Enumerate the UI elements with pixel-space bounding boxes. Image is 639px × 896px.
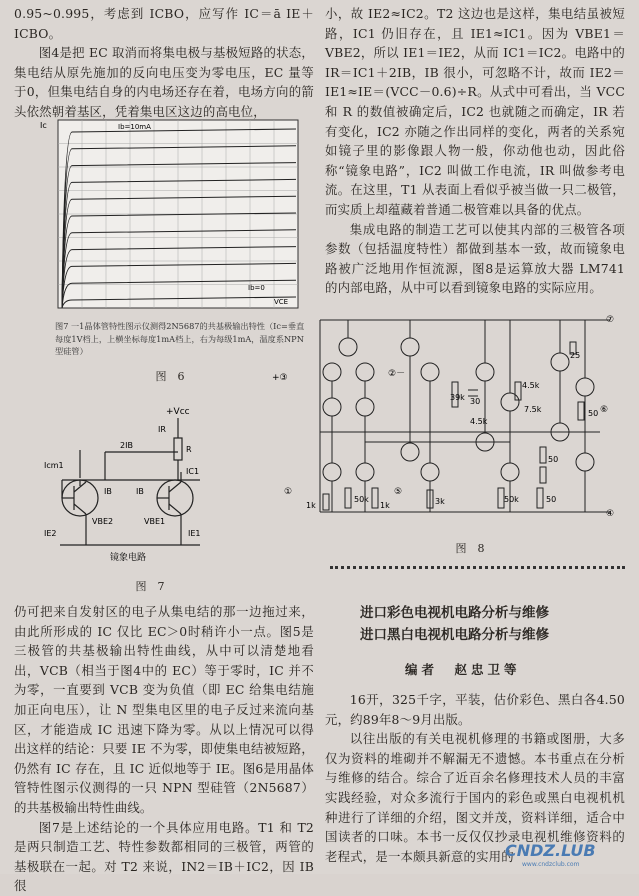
pin6-label: ⑥ — [600, 405, 609, 415]
watermark-url: www.cndzclub.com — [522, 861, 580, 868]
ir-label: IR — [158, 425, 166, 434]
r50k-a-label: 50k — [354, 495, 369, 504]
minus-input-label: ②－ — [388, 369, 406, 379]
figure-6-plot — [38, 110, 310, 316]
pin1-label: ① — [284, 487, 293, 497]
vcc-label: +Vcc — [166, 407, 190, 417]
r50b-label: 50 — [546, 495, 557, 504]
book-info: 16开，325千字，平装，估价彩色、黑白各4.50元，约89年8～9月出版。 — [325, 692, 625, 727]
left-bottom-text — [14, 602, 314, 896]
book-editor: 编者 赵忠卫等 — [405, 662, 521, 677]
ib-left-label: IB — [104, 487, 112, 496]
top-curve-label: Ib=10mA — [118, 123, 151, 131]
vbe1-label: VBE1 — [144, 517, 166, 526]
r25-label: 25 — [570, 351, 581, 360]
book-desc: 以往出版的有关电视机修理的书籍或图册，大多仅为资料的堆砌并不解漏无不遗憾。本书重点在分析与维修的结合。综合了近百余名修理技术人员的丰富实践经验，对众多流行于国内的彩色或黑白电视机机种进行了详细的介绍，图文并茂，资料详细，适合中国读者的口味。本书一反仅仅抄录电视机维修资料的老程式，是一本颇具新意的实用的 — [325, 731, 625, 864]
r4-5k-label: 4.5k — [470, 417, 488, 426]
ic1-label: IC1 — [186, 467, 200, 476]
two-ib-label: 2IB — [120, 441, 133, 450]
r39k-label: 39k — [450, 393, 465, 402]
pin4-label: ④ — [606, 509, 615, 519]
y-axis-label: Ic — [40, 121, 47, 130]
r3k-label: 3k — [435, 497, 445, 506]
r-label: R — [186, 445, 192, 454]
ib-right-label: IB — [136, 487, 144, 496]
figure-7-caption: 图 7 — [135, 580, 165, 593]
ie2-label: IE2 — [44, 529, 57, 538]
watermark-logo: CNDZ.LUB — [505, 841, 596, 860]
bottom-curve-label: Ib=0 — [248, 284, 265, 292]
icm1-label: Icm1 — [44, 461, 64, 470]
x-axis-label: VCE — [274, 298, 289, 306]
figure-7-circuit — [40, 400, 280, 570]
paragraph: 图7是上述结论的一个具体应用电路。T1 和 T2 是两只制造工艺、特性参数都相同的三极管，两管的基极联在一起。对 T2 来说，IN2＝IB＋IC2，因 IB 很 — [14, 819, 314, 894]
figure-7-svg — [40, 400, 280, 570]
figure-6-note: 图7 一1晶体管特性图示仪测得2N5687的共基极输出特性（Ic=垂直每度1V档上，上横坐标每度1mA档上，右为每级1mA，温度系NPN型硅管） — [55, 321, 305, 356]
figure-6-caption: 图 6 — [155, 370, 185, 383]
r45k-label: 4.5k — [522, 381, 540, 390]
r50c-label: 50 — [548, 455, 559, 464]
pin5-label: ⑤ — [394, 487, 403, 497]
pin7-label: ⑦ — [606, 315, 615, 325]
plus-input-label: +③ — [272, 373, 288, 383]
figure-6-svg — [38, 110, 310, 316]
vbe2-label: VBE2 — [92, 517, 114, 526]
r1k-a-label: 1k — [306, 501, 316, 510]
right-top-text — [325, 4, 625, 298]
r75k-label: 7.5k — [524, 405, 542, 414]
figure-8-caption: 图 8 — [455, 542, 485, 555]
paragraph: 集成电路的制造工艺可以使其内部的三极管各项参数（包括温度特性）都做到基本一致，故而镜象电路被广泛地用作恒流源，图8是运算放大器 LM741 的内部电路，从中可以看到镜象电路的实际应用。 — [325, 221, 625, 296]
paragraph: 图4是把 EC 取消而将集电极与基极短路的状态，集电结从原先施加的反向电压变为零电压，EC 量等于0，但集电结自身的内电场还存在着，电场方向的箭头依然朝着基区，凭着集电区这边的高电位， — [14, 45, 314, 119]
r1k-b-label: 1k — [380, 501, 390, 510]
figure-8-circuit — [270, 312, 630, 530]
paragraph: 小，故 IE2≈IC2。T2 这边也是这样，集电结虽被短路，IC1 仍旧存在，且 IE1≈IC1。因为 VBE1＝VBE2，所以 IE1＝IE2，从而 IC1＝IC2。电路中的 IR＝IC1＋2IB，IB 很小，可忽略不计，故而 IE2＝IE1≈IE＝(VCC－0.6)÷R。从式中可看出，当 VCC 和 R 的数值被确定后，IC2 也就随之而确定，IR 若有变化，IC2 亦随之作出同样的变化，两者的关系宛如镜子里的影像跟人物一般，你动他也动，因此俗称“镜象电路”，IC2 叫做工作电流，IR 叫做参考电流。在这里，T1 从表面上看似乎被当做一只二极管，而实质上却蕴藏着普通二极管难以具备的优点。 — [325, 6, 625, 217]
section-divider — [330, 566, 625, 569]
r50k-b-label: 50k — [504, 495, 519, 504]
paragraph: 仍可把来自发射区的电子从集电结的那一边拖过来，由此所形成的 IC 仅比 EC＞0时稍许小一点。图5是三极管的共基极输出特性曲线，从中可以清楚地看出，VCB（相当于图4中的 EC）等于零时，IC 并不为零，一直要到 VCB 变为负值（即 EC 给集电结施加正向电压），让 N 型集电区里的电子反过来流向基区，才能造成 IC 迅速下降为零。从以上情况可以得出这样的结论：只要 IE 不为零，即使集电结被短路，仍然有 IC 存在，且 IC 近似地等于 IE。图6是用晶体管特性图示仪测得的一只 NPN 型硅管（2N5687）的共基极输出特性曲线。 — [14, 604, 314, 815]
ie1-label: IE1 — [188, 529, 201, 538]
book-title-2: 进口黑白电视机电路分析与维修 — [360, 627, 549, 643]
c30-label: 30 — [470, 397, 481, 406]
r50-label: 50 — [588, 409, 599, 418]
left-top-text — [14, 4, 314, 122]
book-title-1: 进口彩色电视机电路分析与维修 — [360, 605, 549, 621]
book-description — [325, 690, 625, 866]
circuit-name: 镜象电路 — [110, 553, 147, 563]
figure-8-svg — [270, 312, 630, 530]
formula-line: 0.95~0.995，考虑到 ICBO，应写作 IC＝ā IE＋ICBO。 — [14, 6, 314, 41]
